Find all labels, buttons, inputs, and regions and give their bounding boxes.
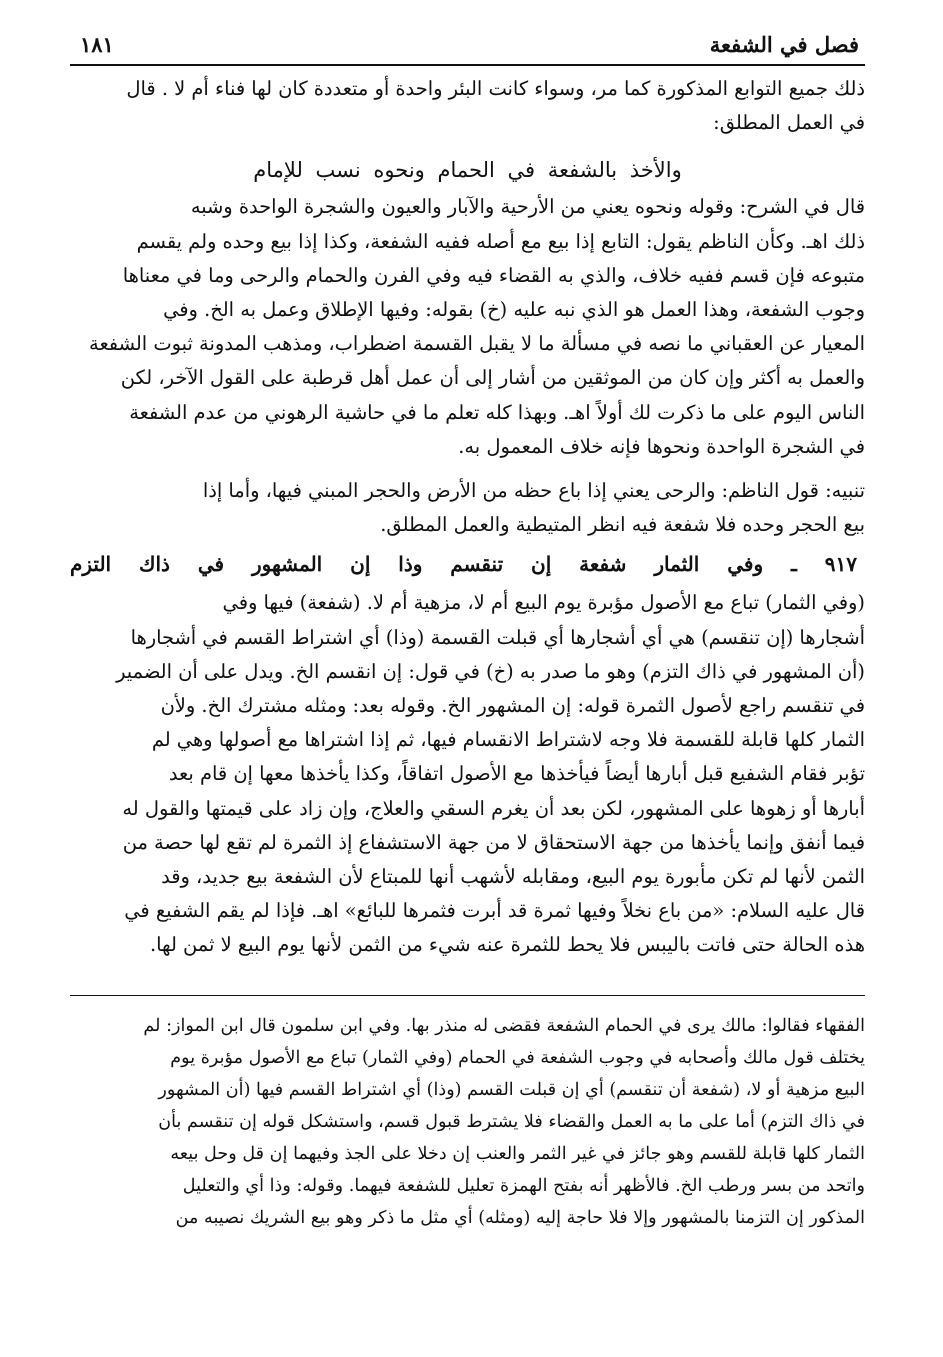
header-divider — [70, 64, 865, 66]
text-line: الناس اليوم على ما ذكرت لك أولاً اهـ. وبهذا كله تعلم ما في حاشية الرهوني من عدم الشفعة — [129, 400, 865, 424]
verse-line: والأخذ بالشفعة في الحمام ونحوه نسب للإمام — [253, 158, 682, 183]
text-line: فيما أنفق وإنما يأخذها من جهة الاستحقاق لا من جهة الاستشفاع إذ الثمرة لم تقع لها حصة من — [122, 830, 865, 854]
text-line: قال عليه السلام: «من باع نخلاً وفيها ثمرة قد أبرت فثمرها للبائع» اهـ. فإذا لم يقم الشفيع في — [124, 899, 865, 923]
paragraph-explanation — [70, 586, 865, 962]
text-line: وجوب الشفعة، وهذا العمل هو الذي نبه عليه (خ) بقوله: وفيها الإطلاق وعمل به الخ. وفي — [163, 298, 865, 322]
text-line: (أن المشهور في ذاك التزم) وهو ما صدر به (خ) في قول: إن انقسم الخ. ويدل على أن الضمير — [116, 659, 865, 683]
text-line: تؤبر فقام الشفيع قبل أبارها أيضاً فيأخذها مع الأصول اتفاقاً، وكذا يأخذها معها إن قام بعد — [168, 762, 865, 786]
text-line: (وفي الثمار) تباع مع الأصول مؤبرة يوم البيع أم لا، مزهية أم لا. (شفعة) فيها وفي — [222, 591, 865, 615]
text-line: قال في الشرح: وقوله ونحوه يعني من الأرحية والآبار والعيون والشجرة الواحدة وشبه — [190, 195, 865, 219]
running-title: فصل في الشفعة — [709, 32, 859, 57]
text-line: المعيار عن العقباني ما نصه في مسألة ما لا يقبل القسمة اضطراب، ومذهب المدونة ثبوت الشفعة — [89, 332, 865, 356]
footnote-line: المذكور إن التزمنا بالمشهور وإلا فلا حاجة إليه (ومثله) أي مثل ما ذكر وهو بيع الشريك نصيبه من — [175, 1207, 865, 1228]
verse-917: ٩١٧ ـ وفي الثمار شفعة إن تنقسم وذا إن المشهور في ذاك التزم — [70, 552, 857, 577]
text-line: بيع الحجر وحده فلا شفعة فيه انظر المتيطية والعمل المطلق. — [380, 513, 865, 537]
page-number: ١٨١ — [80, 32, 114, 57]
footnote-line: يختلف قول مالك وأصحابه في وجوب الشفعة في الحمام (وفي الثمار) تباع مع الأصول مؤبرة يوم — [170, 1047, 865, 1068]
text-line: في العمل المطلق: — [713, 111, 865, 135]
footnote-line: واتحد من بسر ورطب الخ. فالأظهر أنه بفتح الهمزة تعليل للشفعة فيهما. وقوله: وذا أي والتعليل — [182, 1175, 865, 1196]
footnote-line: في ذاك التزم) أما على ما به العمل والقضاء فلا يشترط قبول قسم، واستشكل قوله إن تنقسم بأن — [158, 1111, 865, 1132]
footnote-line: البيع مزهية أو لا، (شفعة أن تنقسم) أي إن قبلت القسم (وذا) أي اشتراط القسم فيها (أن المشهور — [158, 1079, 865, 1100]
text-line: ذلك جميع التوابع المذكورة كما مر، وسواء كانت البئر واحدة أو متعددة كان لها فناء أم لا . قال — [126, 77, 865, 100]
text-line: الثمار كلها قابلة للقسمة فلا وجه لاشتراط الانقسام فيها، ثم إذا اشتراها مع أصولها وهي لم — [151, 728, 865, 752]
footnote — [70, 1010, 865, 1234]
paragraph-note — [70, 474, 865, 542]
text-line: في الشجرة الواحدة ونحوها فإنه خلاف المعمول به. — [458, 434, 865, 458]
text-line: أشجارها (إن تنقسم) هي أي أشجارها أي قبلت القسمة (وذا) أي اشتراط القسم في أشجارها — [130, 625, 865, 649]
text-line: في تنقسم راجع لأصول الثمرة قوله: إن المشهور الخ. وقوله بعد: ومثله مشترك الخ. ولأن — [160, 694, 865, 718]
text-line: الثمن لأنها لم تكن مأبورة يوم البيع، ومقابله لأشهب أنها للمبتاع لأن الشفعة بيع جديد، وقد — [161, 865, 865, 889]
text-line: هذه الحالة حتى فاتت باليبس فلا يحط للثمرة عنه شيء من الثمن لأنها يوم البيع لا ثمن لها. — [149, 933, 865, 957]
paragraph-commentary — [70, 190, 865, 464]
text-line: ذلك اهـ. وكأن الناظم يقول: التابع إذا بيع مع أصله ففيه الشفعة، وكذا إذا بيع وحده ولم يقسم — [136, 229, 865, 253]
paragraph-intro — [70, 72, 865, 140]
footnote-line: الفقهاء فقالوا: مالك يرى في الحمام الشفعة فقضى له منذر بها. وفي ابن سلمون قال ابن المواز: لم — [143, 1015, 865, 1036]
footnote-line: الثمار كلها قابلة للقسم وهو جائز في غير الثمر والعنب إن دخلا على الجذ وفيهما إن قل وحل بيعه — [170, 1143, 865, 1164]
text-line: والعمل به أكثر وإن كان من الموثقين من أشار إلى أن عمل أهل قرطبة على القول الآخر، لكن — [120, 366, 865, 390]
page-header — [70, 30, 865, 64]
footnote-divider — [70, 995, 865, 996]
text-line: أبارها أو زهوها على المشهور، لكن بعد أن يغرم السقي والعلاج، وإن زاد على قيمتها والقول له — [122, 796, 865, 820]
text-line: تنبيه: قول الناظم: والرحى يعني إذا باع حظه من الأرض والحجر المبني فيها، وأما إذا — [202, 479, 865, 503]
text-line: متبوعه فإن قسم ففيه خلاف، والذي به القضاء فيه وفي الفرن والحمام والرحى وما في معناها — [122, 263, 865, 287]
